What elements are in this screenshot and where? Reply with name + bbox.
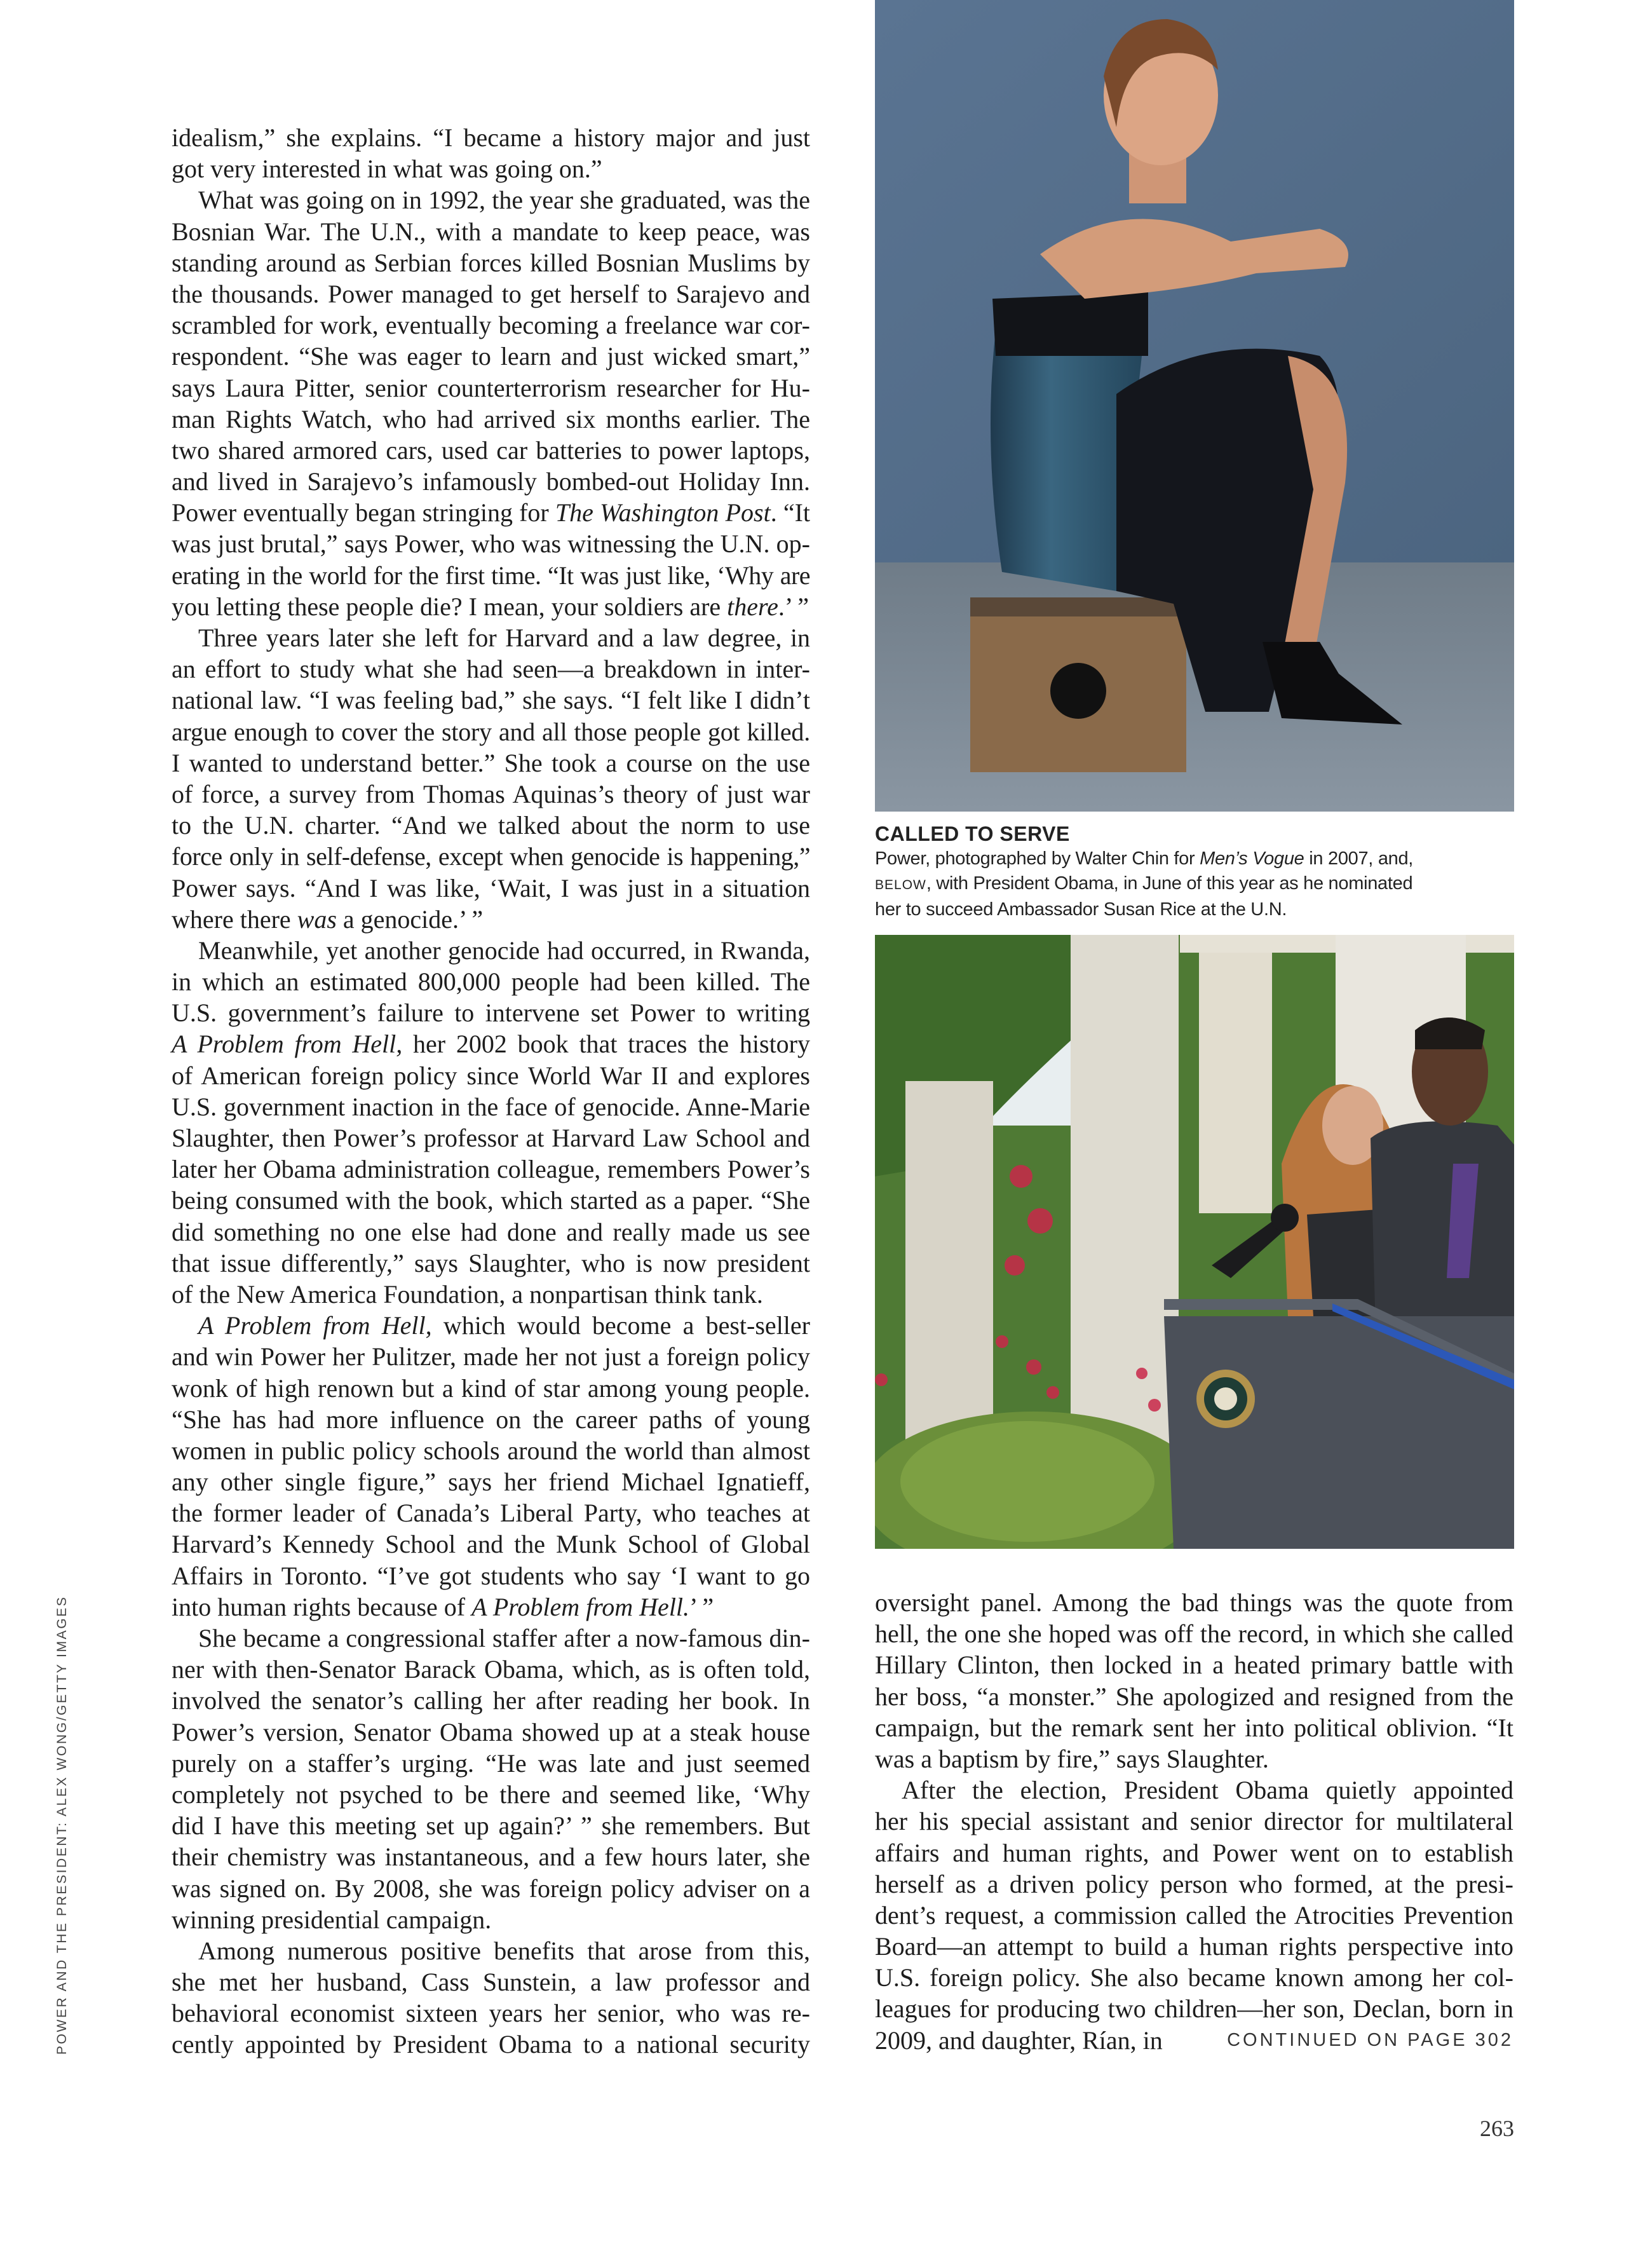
text-run: Board—an attempt to build a human rights perspective into bbox=[875, 1932, 1513, 1961]
page-number: 263 bbox=[1480, 2116, 1514, 2141]
text-line bbox=[172, 1435, 810, 1466]
text-line bbox=[172, 1841, 810, 1872]
text-line bbox=[172, 684, 810, 716]
text-line bbox=[172, 1623, 810, 1654]
text-run: she met her husband, Cass Sunstein, a law professor and bbox=[172, 1968, 810, 1997]
text-line bbox=[172, 1935, 810, 1966]
text-run: which would become a best-seller bbox=[431, 1311, 810, 1340]
text-run: involved the senator’s calling her after reading her book. In bbox=[172, 1686, 810, 1715]
text-run: “She has had more influence on the career paths of young bbox=[172, 1405, 810, 1434]
text-line bbox=[875, 1618, 1513, 1649]
caption-heading: CALLED TO SERVE bbox=[875, 822, 1070, 845]
text-run: her 2002 book that traces the history bbox=[402, 1030, 810, 1059]
text-line bbox=[875, 1868, 1513, 1900]
text-line bbox=[875, 1900, 1513, 1931]
text-run: women in public policy schools around the world than almost bbox=[172, 1436, 810, 1465]
text-line bbox=[875, 1774, 1513, 1806]
text-run: in which an estimated 800,000 people had been killed. The bbox=[172, 967, 810, 997]
photo-credit: POWER AND THE PRESIDENT: ALEX WONG/GETTY IMAGES bbox=[55, 1595, 69, 2055]
portrait-photo bbox=[875, 0, 1514, 812]
text-run: Bosnian War. The U.N., with a mandate to keep peace, was bbox=[172, 217, 810, 246]
photo-caption bbox=[875, 821, 1517, 922]
text-run: was just brutal,” says Power, who was witnessing the U.N. op- bbox=[172, 529, 810, 559]
text-line bbox=[875, 1993, 1513, 2024]
text-run: Affairs in Toronto. “I’ve got students who say ‘I want to go bbox=[172, 1561, 810, 1590]
caption-magazine-title: Men’s Vogue bbox=[1200, 848, 1304, 869]
text-run: her his special assistant and senior director for multilateral bbox=[875, 1807, 1513, 1836]
text-line bbox=[172, 1748, 810, 1779]
text-line bbox=[172, 1341, 810, 1372]
text-line bbox=[172, 435, 810, 466]
text-run: 2009, and daughter, Rían, in bbox=[875, 2025, 1163, 2055]
text-line bbox=[875, 2025, 1513, 2056]
text-run: What was going on in 1992, the year she graduated, was the bbox=[198, 186, 810, 215]
text-run: affairs and human rights, and Power went on to establish bbox=[875, 1838, 1513, 1867]
text-line bbox=[875, 1837, 1513, 1868]
text-run: After the election, President Obama quietly appointed bbox=[902, 1776, 1513, 1805]
text-run: purely on a staffer’s urging. “He was late and just seemed bbox=[172, 1748, 810, 1778]
text-line bbox=[172, 1966, 810, 1998]
text-line bbox=[172, 653, 810, 684]
text-run: two shared armored cars, used car batteries to power laptops, bbox=[172, 435, 810, 465]
caption-line bbox=[875, 847, 1517, 871]
text-run: Power’s version, Senator Obama showed up at a steak house bbox=[172, 1717, 810, 1746]
article-column-right bbox=[875, 1587, 1513, 2056]
caption-text: Power, photographed by Walter Chin for bbox=[875, 848, 1200, 869]
italic-title: The Washington Post bbox=[555, 498, 771, 527]
text-line bbox=[172, 904, 810, 935]
caption-text: , with President Obama, in June of this year as he nominated bbox=[926, 873, 1413, 894]
text-run: ner with then-Senator Barack Obama, which, as is often told, bbox=[172, 1655, 810, 1684]
text-run: wonk of high renown but a kind of star among young people. bbox=[172, 1373, 810, 1403]
text-run: got very interested in what was going on.” bbox=[172, 154, 602, 184]
text-run: man Rights Watch, who had arrived six months earlier. The bbox=[172, 404, 810, 433]
text-run: argue enough to cover the story and all those people got killed. bbox=[172, 717, 810, 746]
text-run: being consumed with the book, which started as a paper. “She bbox=[172, 1186, 810, 1215]
text-run: hell, the one she hoped was off the record, in which she called bbox=[875, 1619, 1513, 1649]
italic-title: A Problem from Hell. bbox=[471, 1592, 690, 1621]
text-line bbox=[875, 1962, 1513, 1993]
text-run: any other single figure,” says her friend Michael Ignatieff, bbox=[172, 1467, 810, 1497]
text-line bbox=[172, 1091, 810, 1122]
text-line bbox=[172, 1779, 810, 1810]
text-run: that issue differently,” says Slaughter, who is now president bbox=[172, 1248, 810, 1277]
text-line bbox=[172, 1216, 810, 1248]
text-line bbox=[172, 278, 810, 310]
text-line bbox=[172, 1591, 810, 1623]
text-line bbox=[172, 341, 810, 372]
text-line bbox=[172, 935, 810, 966]
text-run: their chemistry was instantaneous, and a few hours later, she bbox=[172, 1842, 810, 1872]
text-line bbox=[875, 1681, 1513, 1712]
text-line bbox=[172, 1279, 810, 1310]
text-run: Three years later she left for Harvard and a law degree, in bbox=[198, 623, 810, 652]
text-run: an effort to study what she had seen—a breakdown in inter- bbox=[172, 655, 810, 684]
text-line bbox=[172, 716, 810, 747]
text-run: ’ ” bbox=[689, 1592, 714, 1621]
text-run: national law. “I was feeling bad,” she says. “I felt like I didn’t bbox=[172, 686, 810, 715]
text-run: was a baptism by fire,” says Slaughter. bbox=[875, 1744, 1269, 1773]
text-run: Slaughter, then Power’s professor at Harvard Law School and bbox=[172, 1124, 810, 1152]
text-line bbox=[172, 1466, 810, 1497]
text-line bbox=[172, 1060, 810, 1091]
text-run: Harvard’s Kennedy School and the Munk School of Global bbox=[172, 1530, 810, 1559]
text-run: Power says. “And I was like, ‘Wait, I was just in a situation bbox=[172, 873, 810, 902]
text-line bbox=[172, 184, 810, 215]
text-run: of force, a survey from Thomas Aquinas’s theory of just war bbox=[172, 779, 810, 808]
text-run: her boss, “a monster.” She apologized and resigned from the bbox=[875, 1682, 1513, 1711]
text-run: campaign, but the remark sent her into political oblivion. “It bbox=[875, 1713, 1513, 1742]
text-line bbox=[172, 1310, 810, 1341]
text-run: you letting these people die? I mean, your soldiers are bbox=[172, 592, 728, 621]
continued-on-page: CONTINUED ON PAGE 302 bbox=[1227, 2029, 1513, 2050]
text-line bbox=[172, 779, 810, 810]
text-line bbox=[172, 310, 810, 341]
text-line bbox=[172, 404, 810, 435]
text-run: leagues for producing two children—her son, Declan, born in bbox=[875, 1994, 1513, 2024]
text-run: where there bbox=[172, 904, 297, 934]
text-run: oversight panel. Among the bad things was the quote from bbox=[875, 1588, 1513, 1617]
text-run: a genocide.’ ” bbox=[336, 904, 484, 934]
text-line bbox=[172, 1904, 810, 1935]
text-line bbox=[172, 873, 810, 904]
italic-title: A Problem from Hell, bbox=[172, 1030, 403, 1059]
text-run: standing around as Serbian forces killed Bosnian Muslims by bbox=[172, 248, 810, 277]
text-line bbox=[172, 2029, 810, 2060]
text-line bbox=[172, 810, 810, 841]
text-run: I wanted to understand better.” She took a course on the use bbox=[172, 748, 810, 777]
text-run: Meanwhile, yet another genocide had occurred, in Rwanda, bbox=[198, 936, 810, 965]
text-run: Among numerous positive benefits that arose from this, bbox=[198, 1936, 810, 1965]
text-run: was signed on. By 2008, she was foreign policy adviser on a bbox=[172, 1874, 810, 1903]
text-run: the former leader of Canada’s Liberal Party, who teaches at bbox=[172, 1499, 810, 1528]
text-line bbox=[875, 1743, 1513, 1774]
text-run: scrambled for work, eventually becoming a freelance war cor- bbox=[172, 311, 810, 340]
text-run: and lived in Sarajevo’s infamously bombed-out Holiday Inn. bbox=[172, 467, 810, 496]
text-line bbox=[172, 1122, 810, 1154]
text-line bbox=[172, 560, 810, 591]
text-line bbox=[875, 1712, 1513, 1743]
text-line bbox=[172, 216, 810, 247]
text-line bbox=[172, 153, 810, 184]
text-line bbox=[172, 122, 810, 153]
italic-title: there bbox=[727, 592, 778, 621]
text-line bbox=[172, 622, 810, 653]
text-run: Hillary Clinton, then locked in a heated primary battle with bbox=[875, 1650, 1513, 1680]
text-line bbox=[172, 841, 810, 872]
text-run: idealism,” she explains. “I became a history major and just bbox=[172, 123, 810, 152]
text-run: behavioral economist sixteen years her senior, who was re- bbox=[172, 1999, 810, 2028]
text-run: respondent. “She was eager to learn and just wicked smart,” bbox=[172, 342, 810, 371]
text-line bbox=[172, 1873, 810, 1904]
text-run: cently appointed by President Obama to a national security bbox=[172, 2030, 810, 2059]
caption-line: her to succeed Ambassador Susan Rice at the U.N. bbox=[875, 899, 1287, 920]
text-line bbox=[172, 1998, 810, 2029]
rose-garden-photo bbox=[875, 935, 1514, 1549]
text-line bbox=[172, 1810, 810, 1841]
text-run: winning presidential campaign. bbox=[172, 1905, 492, 1934]
text-line bbox=[172, 1154, 810, 1185]
text-line bbox=[172, 747, 810, 779]
text-run: U.S. government’s failure to intervene set Power to writing bbox=[172, 998, 810, 1028]
text-run: and win Power her Pulitzer, made her not just a foreign policy bbox=[172, 1342, 810, 1371]
text-run: dent’s request, a commission called the Atrocities Prevention bbox=[875, 1900, 1513, 1930]
text-line bbox=[172, 997, 810, 1028]
text-line bbox=[172, 528, 810, 559]
text-run: erating in the world for the first time. “It was just like, ‘Why are bbox=[172, 561, 810, 590]
text-run: completely not psyched to be there and seemed like, ‘Why bbox=[172, 1780, 810, 1809]
text-run: U.S. foreign policy. She also became known among her col- bbox=[875, 1963, 1513, 1992]
text-run: Power eventually began stringing for bbox=[172, 498, 555, 527]
italic-title: A Problem from Hell, bbox=[198, 1311, 432, 1340]
caption-smallcaps: BELOW bbox=[875, 877, 926, 892]
text-line bbox=[875, 1806, 1513, 1837]
text-run: did I have this meeting set up again?’ ” she remembers. But bbox=[172, 1811, 810, 1841]
text-run: later her Obama administration colleague, remembers Power’s bbox=[172, 1155, 810, 1184]
text-line bbox=[172, 1497, 810, 1528]
text-run: .’ ” bbox=[778, 592, 809, 621]
text-line bbox=[172, 497, 810, 528]
text-line bbox=[172, 1028, 810, 1059]
text-line bbox=[172, 1404, 810, 1435]
text-run: herself as a driven policy person who formed, at the presi- bbox=[875, 1869, 1513, 1898]
text-run: says Laura Pitter, senior counterterrorism researcher for Hu- bbox=[172, 373, 810, 402]
caption-line bbox=[875, 871, 1517, 898]
text-run: She became a congressional staffer after a now-famous din- bbox=[198, 1624, 810, 1652]
text-line bbox=[172, 466, 810, 497]
text-line bbox=[172, 1185, 810, 1216]
text-run: did something no one else had done and really made us see bbox=[172, 1217, 810, 1246]
text-line bbox=[172, 372, 810, 404]
text-line bbox=[172, 1685, 810, 1716]
article-column-left bbox=[172, 122, 810, 2060]
text-line bbox=[172, 1248, 810, 1279]
text-line bbox=[875, 1649, 1513, 1680]
italic-title: was bbox=[297, 904, 337, 934]
text-run: U.S. government inaction in the face of genocide. Anne-Marie bbox=[172, 1092, 810, 1121]
text-line bbox=[172, 1528, 810, 1560]
text-line bbox=[172, 1560, 810, 1591]
text-line bbox=[172, 1373, 810, 1404]
text-run: of the New America Foundation, a nonpartisan think tank. bbox=[172, 1279, 763, 1309]
text-run: into human rights because of bbox=[172, 1592, 472, 1621]
text-line bbox=[172, 591, 810, 622]
text-line bbox=[875, 1587, 1513, 1618]
text-run: force only in self-defense, except when genocide is happening,” bbox=[172, 842, 810, 871]
text-run: to the U.N. charter. “And we talked about the norm to use bbox=[172, 811, 810, 840]
text-run: of American foreign policy since World War II and explores bbox=[172, 1061, 810, 1090]
text-line bbox=[172, 966, 810, 997]
text-line bbox=[172, 1717, 810, 1748]
text-line bbox=[875, 1931, 1513, 1962]
text-line bbox=[172, 1654, 810, 1685]
text-run: . “It bbox=[770, 498, 811, 527]
caption-text: in 2007, and, bbox=[1304, 848, 1414, 869]
text-line bbox=[172, 247, 810, 278]
text-run: the thousands. Power managed to get herself to Sarajevo and bbox=[172, 279, 810, 308]
